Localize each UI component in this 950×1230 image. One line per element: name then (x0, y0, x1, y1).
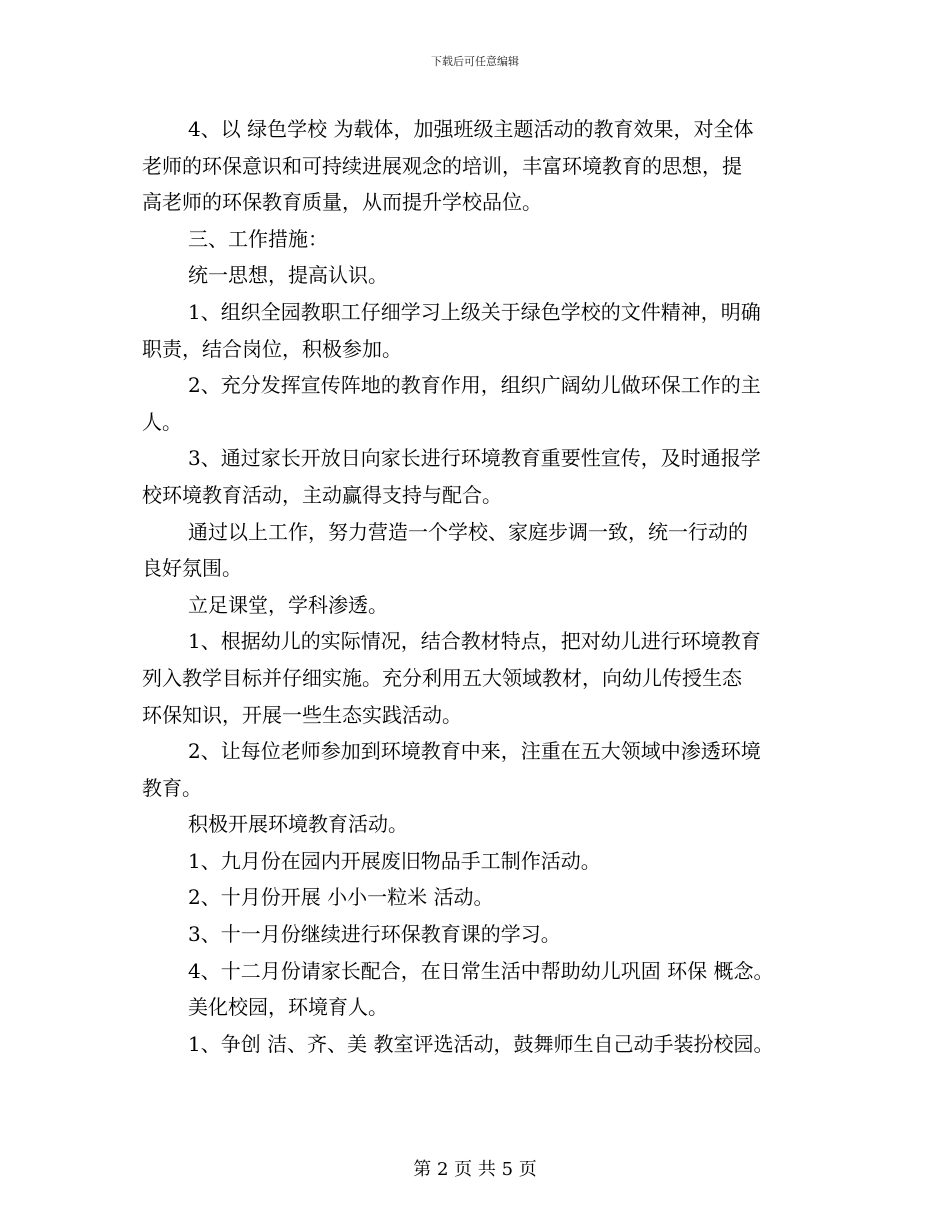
text-line: 1、根据幼儿的实际情况，结合教材特点，把对幼儿进行环境教育 (188, 629, 761, 654)
text-line: 良好氛围。 (142, 556, 242, 581)
text-line: 2、充分发挥宣传阵地的教育作用，组织广阔幼儿做环保工作的主 (188, 373, 761, 398)
page-header: 下载后可任意编辑 (431, 55, 519, 68)
document-body (142, 111, 832, 1062)
text-line: 3、通过家长开放日向家长进行环境教育重要性宣传，及时通报学 (188, 446, 761, 471)
text-line: 人。 (142, 409, 182, 434)
text-line: 积极开展环境教育活动。 (188, 812, 408, 837)
text-line: 1、组织全园教职工仔细学习上级关于绿色学校的文件精神，明确 (188, 299, 761, 324)
text-line: 职责，结合岗位，积极参加。 (142, 336, 402, 361)
text-line: 高老师的环保教育质量，从而提升学校品位。 (142, 190, 542, 215)
text-line: 统一思想，提高认识。 (188, 263, 388, 288)
text-line: 1、九月份在园内开展废旧物品手工制作活动。 (188, 848, 601, 873)
page-footer: 第 2 页 共 5 页 (413, 1159, 537, 1180)
text-line: 1、争创 洁、齐、美 教室评选活动，鼓舞师生自己动手装扮校园。 (188, 1031, 774, 1056)
text-line: 校环境教育活动，主动赢得支持与配合。 (142, 482, 502, 507)
text-line: 3、十一月份继续进行环保教育课的学习。 (188, 922, 561, 947)
text-line: 通过以上工作，努力营造一个学校、家庭步调一致，统一行动的 (188, 519, 748, 544)
text-line: 4、十二月份请家长配合，在日常生活中帮助幼儿巩固 环保 概念。 (188, 958, 774, 983)
text-line: 2、十月份开展 小小一粒米 活动。 (188, 885, 494, 910)
text-line: 环保知识，开展一些生态实践活动。 (142, 702, 462, 727)
text-line: 2、让每位老师参加到环境教育中来，注重在五大领域中渗透环境 (188, 739, 761, 764)
text-line: 三、工作措施： (188, 226, 328, 251)
text-line: 立足课堂，学科渗透。 (188, 592, 388, 617)
text-line: 美化校园，环境育人。 (188, 995, 388, 1020)
text-line: 老师的环保意识和可持续进展观念的培训，丰富环境教育的思想，提 (142, 153, 742, 178)
text-line: 列入教学目标并仔细实施。充分利用五大领域教材，向幼儿传授生态 (142, 665, 742, 690)
text-line: 4、以 绿色学校 为载体，加强班级主题活动的教育效果，对全体 (188, 117, 754, 141)
text-line: 教育。 (142, 775, 202, 800)
